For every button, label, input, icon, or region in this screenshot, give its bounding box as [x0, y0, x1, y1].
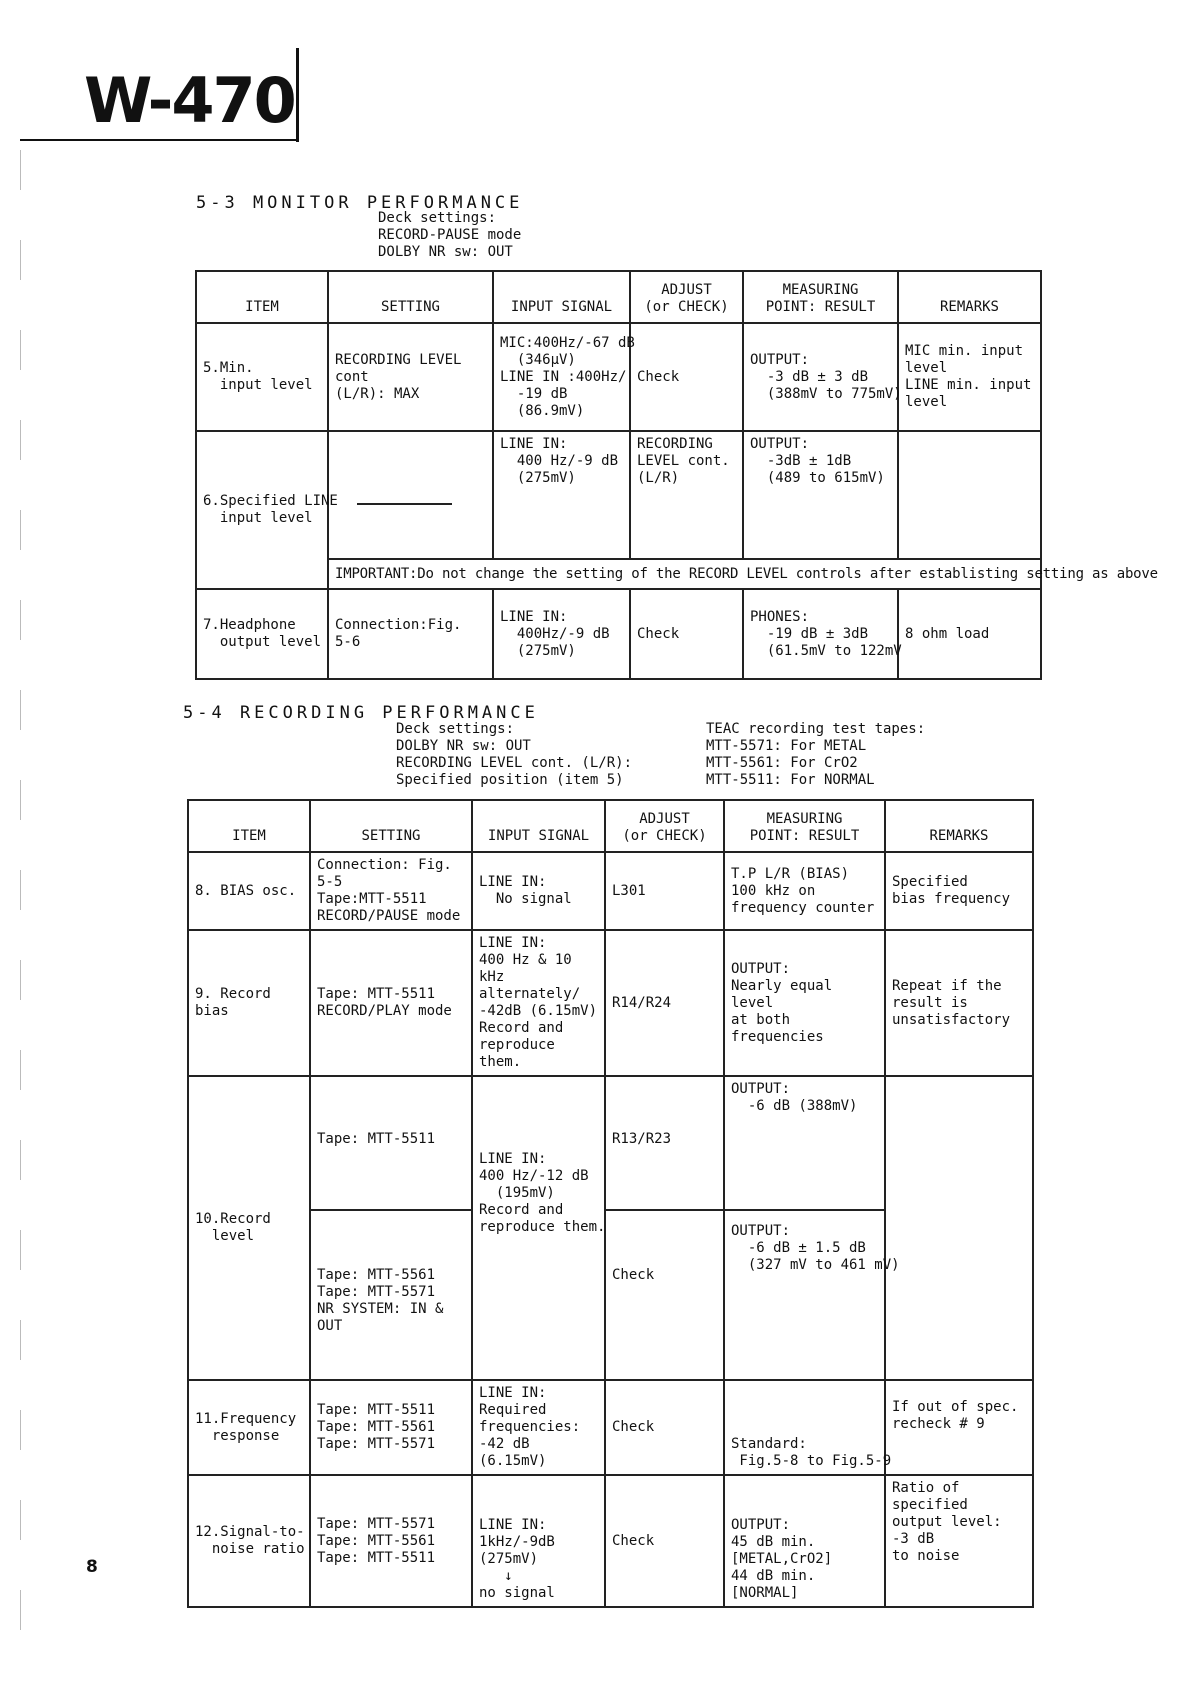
row6-item: 6.Specified LINE input level	[196, 431, 328, 589]
row10-measure-b: OUTPUT: -6 dB ± 1.5 dB (327 mV to 461 mV)	[724, 1210, 885, 1380]
table-row-12	[188, 1475, 1033, 1607]
deck-setting-dolby: DOLBY NR sw: OUT	[396, 738, 531, 754]
header-setting: SETTING	[328, 271, 493, 323]
row7-input: LINE IN: 400Hz/-9 dB (275mV)	[493, 589, 630, 679]
deck-setting-dolby: DOLBY NR sw: OUT	[378, 244, 513, 260]
row5-remarks: MIC min. input level LINE min. input level	[898, 323, 1041, 431]
row9-adjust: R14/R24	[605, 930, 724, 1076]
test-tape-metal: MTT-5571: For METAL	[706, 738, 867, 754]
down-arrow: ↓	[479, 1568, 513, 1584]
monitor-performance-table	[195, 270, 1158, 680]
row7-item: 7.Headphone output level	[196, 589, 328, 679]
row10-setting-a: Tape: MTT-5511	[310, 1076, 472, 1210]
row11-measure: Standard: Fig.5-8 to Fig.5-9	[724, 1380, 885, 1475]
setting-dash	[357, 503, 452, 505]
row9-item: 9. Record bias	[188, 930, 310, 1076]
row7-measure: PHONES: -19 dB ± 3dB (61.5mV to 122mV	[743, 589, 898, 679]
row8-adjust: L301	[605, 852, 724, 930]
table-header-row	[188, 800, 1033, 852]
table-header-row	[196, 271, 1041, 323]
row12-measure: OUTPUT: 45 dB min. [METAL,CrO2] 44 dB min. [NORMAL]	[724, 1475, 885, 1607]
row12-adjust: Check	[605, 1475, 724, 1607]
header-adjust: ADJUST (or CHECK)	[605, 800, 724, 852]
left-margin-rule	[20, 150, 21, 1650]
row11-item: 11.Frequency response	[188, 1380, 310, 1475]
row6-adjust: RECORDING LEVEL cont. (L/R)	[630, 431, 743, 559]
deck-setting-record-level: RECORDING LEVEL cont. (L/R):	[396, 755, 633, 771]
header-input-signal: INPUT SIGNAL	[493, 271, 630, 323]
row8-setting: Connection: Fig. 5-5 Tape:MTT-5511 RECORD/PAUSE mode	[310, 852, 472, 930]
row12-remarks: Ratio of specified output level: -3 dB to noise	[885, 1475, 1033, 1607]
recording-performance-table	[187, 799, 1034, 1608]
model-number: W-470	[84, 64, 295, 137]
deck-setting-mode: RECORD-PAUSE mode	[378, 227, 522, 243]
row11-remarks: If out of spec. recheck # 9	[885, 1380, 1033, 1475]
row11-input: LINE IN: Required frequencies: -42 dB (6.15mV)	[472, 1380, 605, 1475]
row7-setting: Connection:Fig. 5-6	[328, 589, 493, 679]
row9-input: LINE IN: 400 Hz & 10 kHz alternately/ -42dB (6.15mV) Record and reproduce them.	[472, 930, 605, 1076]
row5-setting: RECORDING LEVEL cont (L/R): MAX	[328, 323, 493, 431]
row5-input: MIC:400Hz/-67 dB (346μV) LINE IN :400Hz/ -19 dB (86.9mV)	[493, 323, 630, 431]
row10-adjust-b: Check	[605, 1210, 724, 1380]
row6-measure: OUTPUT: -3dB ± 1dB (489 to 615mV)	[743, 431, 898, 559]
header-adjust: ADJUST (or CHECK)	[630, 271, 743, 323]
header-measuring-point: MEASURING POINT: RESULT	[743, 271, 898, 323]
test-tape-normal: MTT-5511: For NORMAL	[706, 772, 875, 788]
table-row-7	[196, 589, 1041, 679]
header-measuring-point: MEASURING POINT: RESULT	[724, 800, 885, 852]
table-row-6	[196, 431, 1041, 559]
deck-settings-label: Deck settings:	[378, 210, 497, 226]
row9-setting: Tape: MTT-5511 RECORD/PLAY mode	[310, 930, 472, 1076]
test-tapes-label: TEAC recording test tapes:	[706, 721, 926, 737]
row5-measure: OUTPUT: -3 dB ± 3 dB (388mV to 775mV)	[743, 323, 898, 431]
section-5-3-title: 5-3 MONITOR PERFORMANCE	[196, 193, 524, 213]
important-note: IMPORTANT:Do not change the setting of the RECORD LEVEL controls after establisting setting as above	[328, 559, 1041, 589]
row10-adjust-a: R13/R23	[605, 1076, 724, 1210]
test-tape-cro2: MTT-5561: For CrO2	[706, 755, 858, 771]
table-row-11	[188, 1380, 1033, 1475]
row8-input: LINE IN: No signal	[472, 852, 605, 930]
test-tapes-list	[706, 721, 925, 789]
section-5-3-deck-settings	[378, 210, 521, 261]
section-5-4-title: 5-4 RECORDING PERFORMANCE	[183, 703, 539, 723]
row10-remarks	[885, 1076, 1033, 1380]
row5-item: 5.Min. input level	[196, 323, 328, 431]
header-item: ITEM	[196, 271, 328, 323]
header-remarks: REMARKS	[885, 800, 1033, 852]
row10-setting-b: Tape: MTT-5561 Tape: MTT-5571 NR SYSTEM: IN & OUT	[310, 1210, 472, 1380]
deck-setting-position: Specified position (item 5)	[396, 772, 624, 788]
row10-measure-a: OUTPUT: -6 dB (388mV)	[724, 1076, 885, 1210]
table-row-5	[196, 323, 1041, 431]
header-input-signal: INPUT SIGNAL	[472, 800, 605, 852]
row6-setting	[328, 431, 493, 559]
table-row-9	[188, 930, 1033, 1076]
row8-measure: T.P L/R (BIAS) 100 kHz on frequency counter	[724, 852, 885, 930]
page-number: 8	[86, 1557, 98, 1577]
row11-setting: Tape: MTT-5511 Tape: MTT-5561 Tape: MTT-5571	[310, 1380, 472, 1475]
header-item: ITEM	[188, 800, 310, 852]
row7-remarks: 8 ohm load	[898, 589, 1041, 679]
table-row-10a	[188, 1076, 1033, 1210]
row9-remarks: Repeat if the result is unsatisfactory	[885, 930, 1033, 1076]
table-row-8	[188, 852, 1033, 930]
header-setting: SETTING	[310, 800, 472, 852]
header-horizontal-rule	[20, 139, 299, 141]
row5-adjust: Check	[630, 323, 743, 431]
row12-input: LINE IN: 1kHz/-9dB (275mV) ↓ no signal	[472, 1475, 605, 1607]
header-remarks: REMARKS	[898, 271, 1041, 323]
row6-remarks	[898, 431, 1041, 559]
row10-input: LINE IN: 400 Hz/-12 dB (195mV) Record and reproduce them.	[472, 1076, 605, 1380]
row7-adjust: Check	[630, 589, 743, 679]
row6-input: LINE IN: 400 Hz/-9 dB (275mV)	[493, 431, 630, 559]
header-vertical-rule	[296, 48, 299, 142]
section-5-4-deck-settings	[396, 721, 632, 789]
deck-settings-label: Deck settings:	[396, 721, 515, 737]
row12-setting: Tape: MTT-5571 Tape: MTT-5561 Tape: MTT-5511	[310, 1475, 472, 1607]
row9-measure: OUTPUT: Nearly equal level at both frequencies	[724, 930, 885, 1076]
row11-adjust: Check	[605, 1380, 724, 1475]
row12-item: 12.Signal-to- noise ratio	[188, 1475, 310, 1607]
row8-item: 8. BIAS osc.	[188, 852, 310, 930]
row10-item: 10.Record level	[188, 1076, 310, 1380]
row8-remarks: Specified bias frequency	[885, 852, 1033, 930]
